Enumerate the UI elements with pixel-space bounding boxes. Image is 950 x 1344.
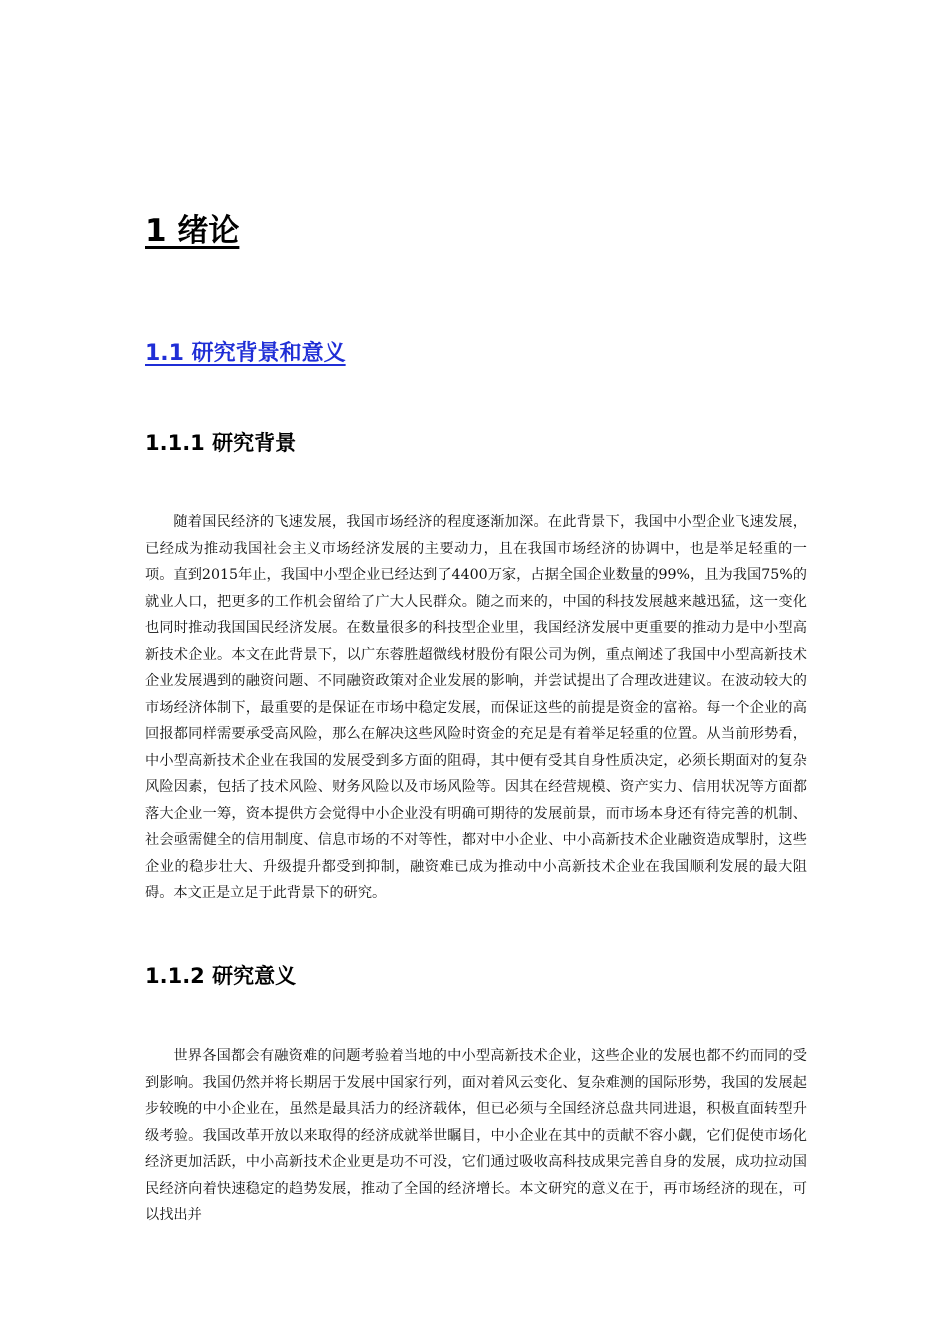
paragraph-background: 随着国民经济的飞速发展，我国市场经济的程度逐渐加深。在此背景下，我国中小型企业飞速发展，已经成为推动我国社会主义市场经济发展的主要动力，且在我国市场经济的协调中，也是举足轻重的一项。直到2015年止，我国中小型企业已经达到了4400万家，占据全国企业数量的99%，且为我国75%的就业人口，把更多的工作机会留给了广大人民群众。随之而来的，中国的科技发展越来越迅猛，这一变化也同时推动我国国民经济发展。在数量很多的科技型企业里，我国经济发展中更重要的推动力是中小型高新技术企业。本文在此背景下，以广东蓉胜超微线材股份有限公司为例，重点阐述了我国中小型高新技术企业发展遇到的融资问题、不同融资政策对企业发展的影响，并尝试提出了合理改进建议。在波动较大的市场经济体制下，最重要的是保证在市场中稳定发展，而保证这些的前提是资金的富裕。每一个企业的高回报都同样需要承受高风险，那么在解决这些风险时资金的充足是有着举足轻重的位置。从当前形势看，中小型高新技术企业在我国的发展受到多方面的阻碍，其中便有受其自身性质决定，必须长期面对的复杂风险因素，包括了技术风险、财务风险以及市场风险等。因其在经营规模、资产实力、信用状况等方面都落大企业一筹，资本提供方会觉得中小企业没有明确可期待的发展前景，而市场本身还有待完善的机制、社会亟需健全的信用制度、信息市场的不对等性，都对中小企业、中小高新技术企业融资造成掣肘，这些企业的稳步壮大、升级提升都受到抑制，融资难已成为推动中小高新技术企业在我国顺利发展的最大阻碍。本文正是立足于此背景下的研究。	[145, 514, 807, 901]
subsection-title-background: 1.1.1 研究背景	[145, 431, 297, 455]
paragraph-significance: 世界各国都会有融资难的问题考验着当地的中小型高新技术企业，这些企业的发展也都不约而同的受到影响。我国仍然并将长期居于发展中国家行列，面对着风云变化、复杂难测的国际形势，我国的发展起步较晚的中小企业在，虽然是最具活力的经济载体，但已必须与全国经济总盘共同进退，积极直面转型升级考验。我国改革开放以来取得的经济成就举世瞩目，中小企业在其中的贡献不容小觑，它们促使市场化经济更加活跃，中小高新技术企业更是功不可没，它们通过吸收高科技成果完善自身的发展，成功拉动国民经济向着快速稳定的趋势发展，推动了全国的经济增长。本文研究的意义在于，再市场经济的现在，可以找出并	[145, 1048, 807, 1223]
subsection-title-significance: 1.1.2 研究意义	[145, 964, 297, 988]
section-title-link[interactable]: 1.1 研究背景和意义	[145, 341, 346, 366]
chapter-title: 1 绪论	[145, 213, 240, 249]
